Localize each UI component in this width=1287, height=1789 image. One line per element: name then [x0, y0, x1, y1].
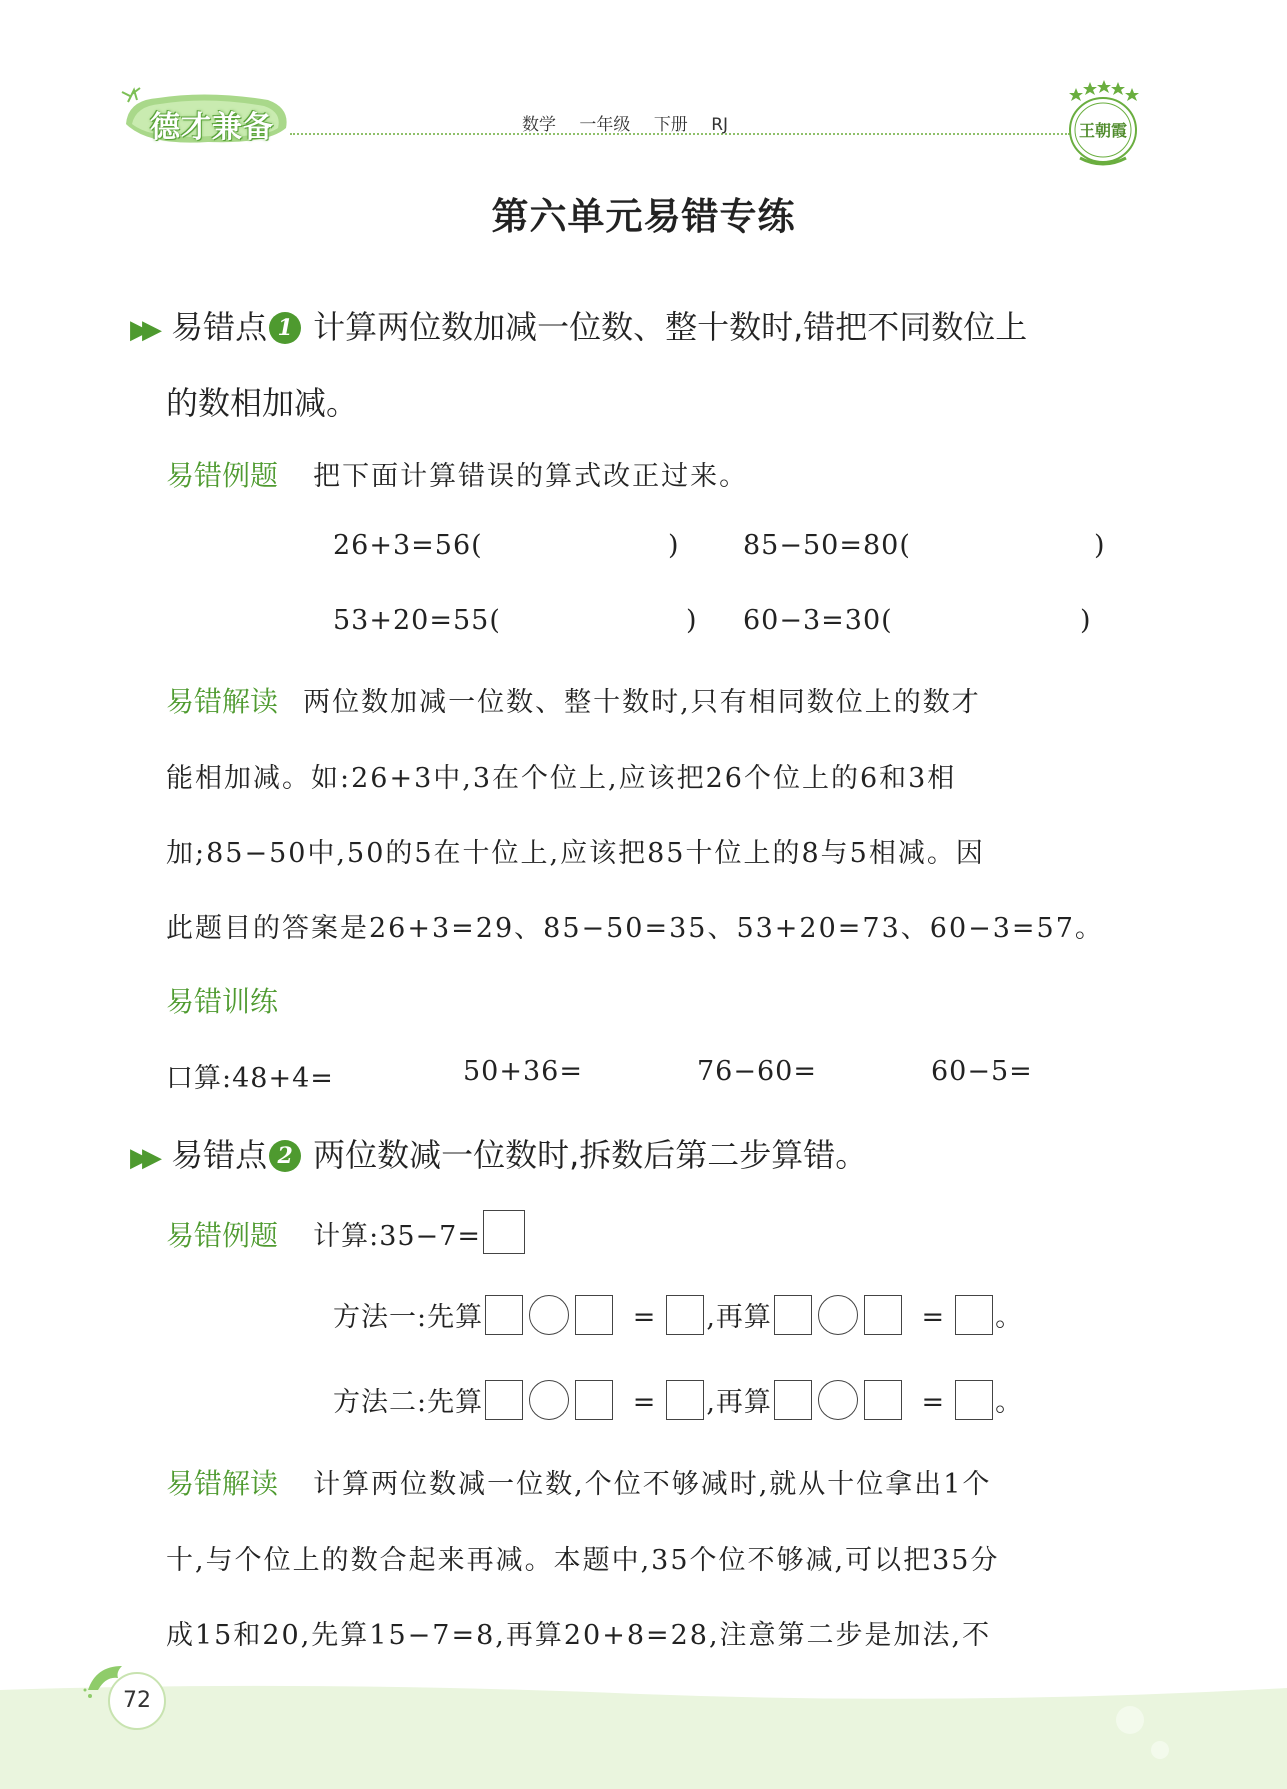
- double-arrow-icon: ▶▶: [130, 315, 154, 345]
- training-label: 易错训练: [166, 985, 279, 1018]
- operator-circle[interactable]: [818, 1380, 858, 1420]
- blank-box[interactable]: [955, 1380, 993, 1420]
- blank-box[interactable]: [575, 1295, 613, 1335]
- operator-circle[interactable]: [529, 1295, 569, 1335]
- analysis-label: 易错解读: [166, 685, 279, 718]
- grade: 一年级: [579, 115, 631, 135]
- operator-circle[interactable]: [529, 1380, 569, 1420]
- double-arrow-icon: ▶▶: [130, 1143, 154, 1173]
- blank-box[interactable]: [864, 1295, 902, 1335]
- training-item-4: 60−5=: [931, 1056, 1033, 1087]
- point2-analysis-line2: 十,与个位上的数合起来再减。本题中,35个位不够减,可以把35分: [166, 1545, 1000, 1576]
- point2-heading: [130, 1130, 867, 1176]
- point1-analysis-line2: 能相加减。如:26+3中,3在个位上,应该把26个位上的6和3相: [166, 763, 957, 794]
- point2-example: [166, 1210, 527, 1254]
- training-item-3: 76−60=: [697, 1056, 817, 1087]
- point2-analysis-line1: 易错解读 计算两位数减一位数,个位不够减时,就从十位拿出1个: [166, 1467, 992, 1500]
- point2-analysis-line3: 成15和20,先算15−7=8,再算20+8=28,注意第二步是加法,不: [166, 1620, 992, 1651]
- logo-text: 德才兼备: [150, 110, 274, 145]
- training-item-1: 口算:48+4=: [166, 1063, 334, 1094]
- equation-3: 53+20=55(: [333, 605, 501, 636]
- subject: 数学: [522, 115, 556, 135]
- equation-2-close: ): [1094, 530, 1106, 561]
- point1-label: 易错点: [171, 308, 268, 346]
- equation-1-close: ): [668, 530, 680, 561]
- point1-text-line1: 计算两位数加减一位数、整十数时,错把不同数位上: [313, 308, 1028, 346]
- training-item-2: 50+36=: [463, 1056, 583, 1087]
- blank-box[interactable]: [955, 1295, 993, 1335]
- point2-number-badge: 2: [269, 1140, 301, 1172]
- point1-number-badge: 1: [269, 312, 301, 344]
- page-title: 第六单元易错专练: [491, 195, 796, 238]
- example-label: 易错例题: [166, 1219, 279, 1252]
- method1: 方法一:先算 = ,再算 = 。: [333, 1295, 1023, 1335]
- blank-box[interactable]: [864, 1380, 902, 1420]
- method2: 方法二:先算 = ,再算 = 。: [333, 1380, 1023, 1420]
- blank-box[interactable]: [575, 1380, 613, 1420]
- equation-2: 85−50=80(: [743, 530, 911, 561]
- example-text: 计算:35−7=: [313, 1221, 481, 1252]
- example-text: 把下面计算错误的算式改正过来。: [313, 461, 749, 492]
- point1-example: [166, 454, 748, 494]
- volume: 下册: [653, 115, 688, 135]
- point2-text: 两位数减一位数时,拆数后第二步算错。: [313, 1136, 868, 1174]
- blank-box[interactable]: [666, 1295, 704, 1335]
- bottom-wave-decoration: [0, 1680, 1287, 1789]
- blank-box[interactable]: [774, 1295, 812, 1335]
- page-number: 72: [108, 1672, 166, 1730]
- header-info: [522, 110, 746, 135]
- point1-text-line2: 的数相加减。: [166, 384, 359, 422]
- blank-box[interactable]: [666, 1380, 704, 1420]
- svg-text:王朝霞: 王朝霞: [1078, 121, 1128, 140]
- equation-4-close: ): [1080, 605, 1092, 636]
- edition: RJ: [711, 115, 729, 135]
- blank-box[interactable]: [774, 1380, 812, 1420]
- blank-box[interactable]: [485, 1295, 523, 1335]
- point1-heading: [130, 302, 1027, 348]
- equation-3-close: ): [686, 605, 698, 636]
- analysis-label: 易错解读: [166, 1467, 279, 1500]
- equation-1: 26+3=56(: [333, 530, 483, 561]
- point1-analysis-line3: 加;85−50中,50的5在十位上,应该把85十位上的8与5相减。因: [166, 838, 985, 869]
- equation-4: 60−3=30(: [743, 605, 893, 636]
- point1-analysis-line4: 此题目的答案是26+3=29、85−50=35、53+20=73、60−3=57。: [166, 913, 1104, 944]
- operator-circle[interactable]: [818, 1295, 858, 1335]
- point2-label: 易错点: [171, 1136, 268, 1174]
- example-label: 易错例题: [166, 459, 279, 492]
- seal-icon: [1062, 78, 1144, 170]
- answer-box[interactable]: [483, 1210, 525, 1254]
- point1-analysis-line1: 易错解读 两位数加减一位数、整十数时,只有相同数位上的数才: [166, 685, 981, 718]
- blank-box[interactable]: [485, 1380, 523, 1420]
